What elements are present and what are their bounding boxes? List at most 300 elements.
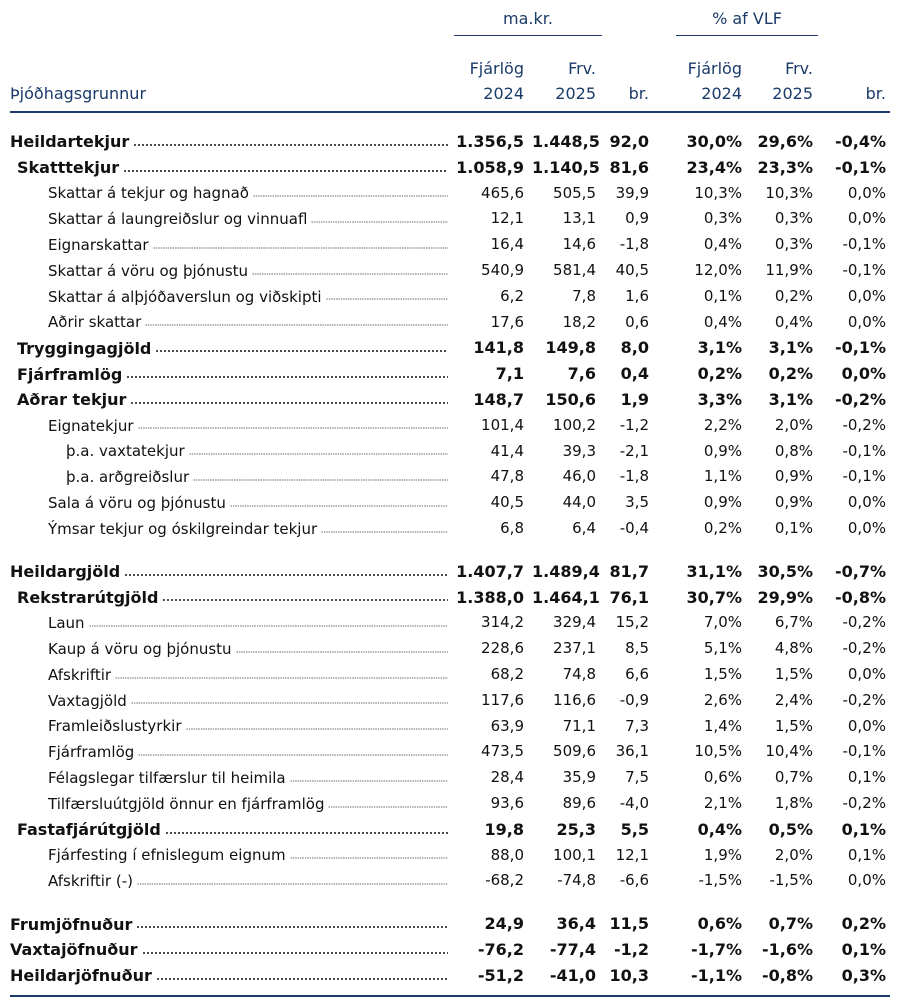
cell-br: 10,3	[609, 965, 649, 985]
cell-br-pct: 0,1%	[841, 940, 886, 959]
cell-br-pct: -0,8%	[834, 587, 886, 607]
cell-br: 92,0	[609, 132, 649, 151]
column-header-line1: Fjárlög	[469, 59, 524, 78]
dot-leader	[290, 777, 448, 785]
column-header-line2: br.	[865, 84, 886, 103]
table-row	[0, 129, 900, 155]
cell-br: 0,9	[625, 209, 649, 228]
column-header-line2: 2025	[772, 84, 813, 103]
table-row	[0, 963, 900, 989]
cell-br-pct: 0,0%	[847, 209, 886, 228]
cell-frv-2025: 44,0	[562, 493, 596, 512]
cell-br-pct: 0,1%	[847, 768, 886, 787]
cell-br-pct: -0,4%	[834, 132, 886, 151]
table-row	[0, 258, 900, 284]
row-label-text: Tilfærsluútgjöld önnur en fjárframlög	[48, 794, 325, 813]
group-header-vlf: % af VLF	[712, 9, 782, 28]
cell-fjarlog-2024-pct: 0,2%	[697, 364, 742, 384]
cell-br: 1,6	[625, 286, 649, 305]
row-label	[48, 413, 448, 439]
row-label-text: Skattar á laungreiðslur og vinnuafl	[48, 210, 308, 229]
dot-leader	[290, 854, 448, 862]
cell-frv-2025-pct: 10,3%	[765, 183, 813, 202]
cell-fjarlog-2024-pct: 0,4%	[703, 235, 742, 254]
cell-fjarlog-2024-pct: 0,6%	[703, 768, 742, 787]
cell-frv-2025: -74,8	[557, 871, 596, 890]
group-rule-vlf	[676, 35, 818, 36]
dot-leader	[189, 450, 448, 458]
cell-fjarlog-2024: 6,2	[500, 286, 524, 305]
cell-fjarlog-2024: 47,8	[490, 467, 524, 486]
cell-br: 5,5	[620, 819, 649, 839]
cell-br: -1,2	[614, 940, 649, 959]
table-row	[0, 585, 900, 611]
dot-leader	[142, 949, 448, 957]
cell-frv-2025: 39,3	[562, 441, 596, 460]
cell-br-pct: 0,0%	[847, 312, 886, 331]
row-label	[66, 464, 448, 490]
row-label-text: Fjárframlög	[48, 743, 135, 762]
dot-leader	[321, 528, 448, 536]
cell-frv-2025: 150,6	[545, 390, 596, 409]
dot-leader	[193, 476, 448, 484]
column-header-line1: Frv.	[568, 59, 596, 78]
column-header-line2: 2025	[555, 84, 596, 103]
cell-fjarlog-2024-pct: 1,1%	[703, 467, 742, 486]
cell-br-pct: 0,2%	[841, 914, 886, 934]
cell-br-pct: -0,2%	[842, 639, 886, 658]
table-row	[0, 516, 900, 542]
row-label	[17, 155, 448, 181]
table-row	[0, 206, 900, 232]
cell-frv-2025-pct: 0,3%	[774, 235, 813, 254]
cell-frv-2025: 7,8	[572, 286, 596, 305]
cell-fjarlog-2024-pct: 2,1%	[703, 794, 742, 812]
cell-br: 15,2	[615, 613, 649, 632]
cell-frv-2025: -77,4	[549, 940, 596, 959]
cell-br: 36,1	[615, 742, 649, 761]
cell-frv-2025-pct: 0,1%	[774, 519, 813, 537]
column-header-line2: br.	[628, 84, 649, 103]
dot-leader	[252, 270, 448, 278]
table-row	[0, 911, 900, 937]
cell-fjarlog-2024-pct: 0,4%	[703, 312, 742, 331]
cell-frv-2025: 100,2	[553, 415, 596, 434]
row-label	[10, 559, 448, 585]
cell-br-pct: -0,1%	[834, 157, 886, 177]
cell-fjarlog-2024: 40,5	[490, 493, 524, 512]
column-header-line2: 2024	[701, 84, 742, 103]
cell-fjarlog-2024-pct: -1,1%	[690, 965, 742, 985]
dot-leader	[328, 803, 448, 811]
row-label	[10, 911, 448, 937]
table-row	[0, 181, 900, 207]
row-label	[48, 284, 448, 310]
group-header-makr: ma.kr.	[503, 9, 553, 28]
row-label-text: þ.a. vaxtatekjur	[66, 442, 185, 461]
cell-fjarlog-2024: 1.388,0	[456, 587, 524, 607]
header-rule	[10, 111, 890, 113]
cell-fjarlog-2024: 101,4	[481, 415, 524, 434]
dot-leader	[138, 751, 448, 759]
row-label-text: Sala á vöru og þjónustu	[48, 494, 226, 513]
cell-br-pct: 0,3%	[841, 965, 886, 985]
row-label-text: Fjárframlög	[17, 364, 123, 384]
cell-frv-2025-pct: 0,2%	[774, 286, 813, 305]
cell-frv-2025-pct: 4,8%	[774, 639, 813, 658]
column-header-frv-2025-pct	[751, 56, 813, 106]
table-row	[0, 817, 900, 843]
table-row	[0, 439, 900, 465]
table-row	[0, 636, 900, 662]
cell-frv-2025: 46,0	[562, 467, 596, 486]
column-header-frv-2025	[532, 56, 596, 106]
cell-fjarlog-2024-pct: 30,0%	[686, 132, 742, 151]
table-row	[0, 310, 900, 336]
cell-frv-2025: 505,5	[553, 183, 596, 202]
cell-br-pct: 0,0%	[847, 286, 886, 305]
cell-frv-2025-pct: 0,9%	[774, 493, 813, 512]
cell-fjarlog-2024-pct: 23,4%	[686, 157, 742, 177]
cell-br: -2,1	[619, 441, 649, 460]
row-label	[48, 206, 448, 232]
cell-fjarlog-2024: 1.407,7	[456, 561, 524, 581]
cell-fjarlog-2024: 1.356,5	[456, 132, 524, 151]
cell-fjarlog-2024-pct: 12,0%	[694, 261, 742, 279]
row-label	[48, 610, 448, 636]
cell-br: -0,9	[619, 690, 649, 709]
cell-br-pct: -0,7%	[834, 561, 886, 581]
row-label	[48, 868, 448, 894]
table-row	[0, 155, 900, 181]
row-label	[48, 739, 448, 765]
cell-frv-2025-pct: 6,7%	[774, 613, 813, 632]
dot-leader	[124, 571, 448, 579]
cell-frv-2025: 6,4	[572, 519, 596, 537]
row-label-text: Afskriftir	[48, 665, 112, 684]
row-label	[48, 714, 448, 740]
row-label-header: Þjóðhagsgrunnur	[10, 84, 147, 103]
cell-fjarlog-2024-pct: 0,4%	[697, 819, 742, 839]
cell-br-pct: 0,0%	[841, 364, 886, 384]
cell-frv-2025-pct: -1,6%	[761, 940, 813, 959]
cell-frv-2025-pct: 2,4%	[774, 690, 813, 709]
table-row	[0, 868, 900, 894]
cell-fjarlog-2024-pct: 0,2%	[703, 519, 742, 537]
cell-frv-2025-pct: 1,8%	[774, 794, 813, 812]
row-label-text: Aðrir skattar	[48, 313, 142, 332]
cell-frv-2025: 100,1	[553, 845, 596, 864]
row-label-text: Vaxtajöfnuður	[10, 940, 138, 960]
cell-fjarlog-2024-pct: 10,3%	[694, 183, 742, 202]
row-label	[17, 335, 448, 361]
cell-fjarlog-2024: 68,2	[490, 665, 524, 683]
dot-leader	[126, 373, 448, 381]
cell-br: 40,5	[615, 261, 649, 279]
cell-frv-2025: 509,6	[553, 742, 596, 761]
cell-br: -4,0	[619, 794, 649, 812]
cell-br: 11,5	[609, 914, 649, 934]
cell-br-pct: 0,1%	[841, 819, 886, 839]
cell-br-pct: 0,1%	[847, 845, 886, 864]
cell-frv-2025-pct: 1,5%	[774, 716, 813, 735]
row-label-text: Eignatekjur	[48, 416, 134, 435]
table-row	[0, 232, 900, 258]
dot-leader	[115, 674, 448, 682]
row-label-text: Fastafjárútgjöld	[17, 820, 161, 840]
cell-br-pct: -0,1%	[834, 338, 886, 358]
cell-frv-2025-pct: 0,9%	[774, 467, 813, 486]
cell-br: 81,7	[609, 561, 649, 581]
cell-frv-2025: -41,0	[549, 965, 596, 985]
table-row	[0, 610, 900, 636]
cell-fjarlog-2024: 540,9	[481, 261, 524, 279]
dot-leader	[162, 596, 448, 604]
column-header-br	[609, 56, 649, 106]
cell-frv-2025: 329,4	[553, 613, 596, 632]
table-row	[0, 714, 900, 740]
cell-frv-2025: 116,6	[553, 690, 596, 709]
row-label	[17, 387, 448, 413]
row-label	[48, 688, 448, 714]
cell-br-pct: 0,0%	[847, 183, 886, 202]
column-header-br-pct	[826, 56, 886, 106]
cell-br-pct: -0,2%	[842, 613, 886, 632]
cell-frv-2025-pct: 0,8%	[774, 441, 813, 460]
cell-frv-2025-pct: 1,5%	[774, 665, 813, 683]
column-header-fjarlog-2024	[454, 56, 524, 106]
dot-leader	[155, 347, 448, 355]
cell-fjarlog-2024: -68,2	[485, 871, 524, 890]
cell-frv-2025-pct: -1,5%	[769, 871, 813, 890]
row-label-text: Heildargjöld	[10, 562, 121, 582]
cell-frv-2025: 1.464,1	[532, 587, 600, 607]
dot-leader	[89, 622, 448, 630]
cell-br-pct: -0,2%	[842, 794, 886, 812]
cell-frv-2025: 18,2	[562, 312, 596, 331]
cell-fjarlog-2024: 28,4	[490, 768, 524, 787]
row-label-text: þ.a. arðgreiðslur	[66, 468, 190, 487]
row-label	[48, 181, 448, 207]
column-header-line2: 2024	[483, 84, 524, 103]
cell-fjarlog-2024: 148,7	[473, 390, 524, 409]
cell-frv-2025-pct: 0,4%	[774, 312, 813, 331]
row-label	[48, 765, 448, 791]
cell-frv-2025-pct: 0,5%	[768, 819, 813, 839]
cell-frv-2025: 1.140,5	[532, 157, 600, 177]
row-label	[66, 439, 448, 465]
cell-fjarlog-2024: 88,0	[490, 845, 524, 864]
cell-br: 1,9	[620, 390, 649, 409]
dot-leader	[165, 829, 448, 837]
cell-frv-2025-pct: 0,7%	[768, 914, 813, 934]
row-label	[17, 817, 448, 843]
cell-fjarlog-2024: 7,1	[495, 364, 524, 384]
cell-fjarlog-2024: 473,5	[481, 742, 524, 761]
cell-br: 6,6	[625, 665, 649, 683]
cell-frv-2025: 13,1	[562, 209, 596, 228]
dot-leader	[145, 321, 448, 329]
cell-frv-2025: 25,3	[556, 819, 596, 839]
cell-frv-2025-pct: 0,7%	[774, 768, 813, 787]
row-label	[48, 516, 448, 542]
cell-fjarlog-2024: 93,6	[490, 794, 524, 812]
table-row	[0, 843, 900, 869]
row-label	[17, 361, 448, 387]
cell-fjarlog-2024: 24,9	[484, 914, 524, 934]
dot-leader	[311, 218, 448, 226]
cell-br: 0,6	[625, 312, 649, 331]
cell-br-pct: 0,0%	[847, 665, 886, 683]
cell-frv-2025-pct: -0,8%	[761, 965, 813, 985]
row-label-text: Eignarskattar	[48, 236, 149, 255]
cell-br-pct: 0,0%	[847, 519, 886, 537]
cell-br: -1,8	[619, 235, 649, 254]
row-label	[48, 310, 448, 336]
row-label-text: Félagslegar tilfærslur til heimila	[48, 769, 286, 788]
cell-fjarlog-2024-pct: 3,1%	[697, 338, 742, 358]
cell-fjarlog-2024: -51,2	[477, 965, 524, 985]
cell-fjarlog-2024-pct: 0,6%	[697, 914, 742, 934]
row-label	[48, 791, 448, 817]
cell-br-pct: 0,0%	[847, 871, 886, 890]
cell-frv-2025: 7,6	[567, 364, 596, 384]
row-label-text: Frumjöfnuður	[10, 914, 133, 934]
cell-frv-2025-pct: 0,2%	[768, 364, 813, 384]
cell-br-pct: 0,0%	[847, 493, 886, 512]
row-label	[48, 636, 448, 662]
cell-br-pct: -0,2%	[842, 690, 886, 709]
dot-leader	[253, 192, 448, 200]
dot-leader	[138, 425, 448, 433]
dot-leader	[230, 502, 448, 510]
table-row	[0, 937, 900, 963]
table-row	[0, 387, 900, 413]
cell-fjarlog-2024-pct: 31,1%	[686, 561, 742, 581]
table-row	[0, 688, 900, 714]
dot-leader	[326, 296, 448, 304]
cell-frv-2025-pct: 3,1%	[768, 390, 813, 409]
cell-frv-2025: 74,8	[562, 665, 596, 683]
cell-fjarlog-2024-pct: 1,5%	[703, 665, 742, 683]
cell-br-pct: 0,0%	[847, 716, 886, 735]
table-row	[0, 791, 900, 817]
dot-leader	[153, 244, 448, 252]
cell-br: 8,0	[620, 338, 649, 358]
row-label	[17, 585, 448, 611]
row-label-text: Heildartekjur	[10, 132, 130, 152]
cell-frv-2025: 237,1	[553, 639, 596, 658]
cell-fjarlog-2024: 63,9	[490, 716, 524, 735]
cell-br: 12,1	[615, 845, 649, 864]
cell-fjarlog-2024-pct: 0,1%	[703, 286, 742, 305]
dot-leader	[156, 975, 448, 983]
row-label	[10, 129, 448, 155]
dot-leader	[133, 141, 448, 149]
dot-leader	[136, 923, 448, 931]
cell-br: 8,5	[625, 639, 649, 658]
bottom-rule	[10, 995, 890, 997]
dot-leader	[186, 725, 449, 733]
cell-fjarlog-2024: 117,6	[481, 690, 524, 709]
row-label-text: Framleiðslustyrkir	[48, 717, 182, 736]
table-row	[0, 413, 900, 439]
row-label	[48, 232, 448, 258]
cell-br: 3,5	[625, 493, 649, 512]
dot-leader	[130, 399, 448, 407]
table-row	[0, 559, 900, 585]
row-label	[48, 258, 448, 284]
table-row	[0, 361, 900, 387]
cell-frv-2025-pct: 3,1%	[768, 338, 813, 358]
table-row	[0, 739, 900, 765]
cell-br: -1,2	[619, 415, 649, 434]
cell-fjarlog-2024-pct: 2,6%	[703, 690, 742, 709]
cell-fjarlog-2024-pct: 0,9%	[703, 493, 742, 512]
cell-fjarlog-2024: 314,2	[481, 613, 524, 632]
table-row	[0, 662, 900, 688]
column-header-line1: Frv.	[785, 59, 813, 78]
row-label-text: Skatttekjur	[17, 158, 120, 178]
row-label-text: Tryggingagjöld	[17, 338, 152, 358]
cell-fjarlog-2024: 6,8	[500, 519, 524, 537]
cell-fjarlog-2024-pct: 5,1%	[703, 639, 742, 658]
cell-br: 39,9	[615, 183, 649, 202]
row-label-text: Skattar á tekjur og hagnað	[48, 184, 249, 203]
cell-br-pct: -0,1%	[842, 235, 886, 254]
cell-fjarlog-2024: 17,6	[490, 312, 524, 331]
row-label	[10, 937, 448, 963]
cell-fjarlog-2024-pct: -1,7%	[690, 940, 742, 959]
cell-br-pct: -0,1%	[842, 261, 886, 279]
cell-frv-2025: 35,9	[562, 768, 596, 787]
cell-fjarlog-2024: 141,8	[473, 338, 524, 358]
dot-leader	[137, 880, 448, 888]
cell-br: -0,4	[619, 519, 649, 537]
cell-fjarlog-2024-pct: 3,3%	[697, 390, 742, 409]
cell-frv-2025-pct: 10,4%	[765, 742, 813, 761]
cell-fjarlog-2024-pct: 10,5%	[694, 742, 742, 761]
cell-frv-2025: 89,6	[562, 794, 596, 812]
cell-frv-2025-pct: 29,9%	[757, 587, 813, 607]
row-label-text: Vaxtagjöld	[48, 691, 127, 710]
cell-br: -6,6	[619, 871, 649, 890]
row-label	[48, 490, 448, 516]
cell-frv-2025-pct: 2,0%	[774, 845, 813, 864]
table-row	[0, 464, 900, 490]
cell-fjarlog-2024-pct: 1,9%	[703, 845, 742, 864]
cell-frv-2025-pct: 29,6%	[757, 132, 813, 151]
row-label	[10, 963, 448, 989]
cell-fjarlog-2024: 12,1	[490, 209, 524, 228]
cell-fjarlog-2024: 41,4	[490, 441, 524, 460]
cell-br-pct: -0,1%	[842, 467, 886, 486]
column-header-line1: Fjárlög	[687, 59, 742, 78]
cell-fjarlog-2024-pct: 30,7%	[686, 587, 742, 607]
cell-frv-2025: 71,1	[562, 716, 596, 735]
cell-fjarlog-2024-pct: 0,9%	[703, 441, 742, 460]
cell-frv-2025: 14,6	[562, 235, 596, 254]
cell-br: 0,4	[620, 364, 649, 384]
cell-br: -1,8	[619, 467, 649, 486]
cell-fjarlog-2024: 465,6	[481, 183, 524, 202]
row-label-text: Rekstrarútgjöld	[17, 587, 159, 607]
cell-br-pct: -0,2%	[842, 415, 886, 434]
cell-br: 81,6	[609, 157, 649, 177]
cell-br-pct: -0,1%	[842, 441, 886, 460]
cell-frv-2025: 581,4	[553, 261, 596, 279]
row-label-text: Laun	[48, 614, 85, 633]
